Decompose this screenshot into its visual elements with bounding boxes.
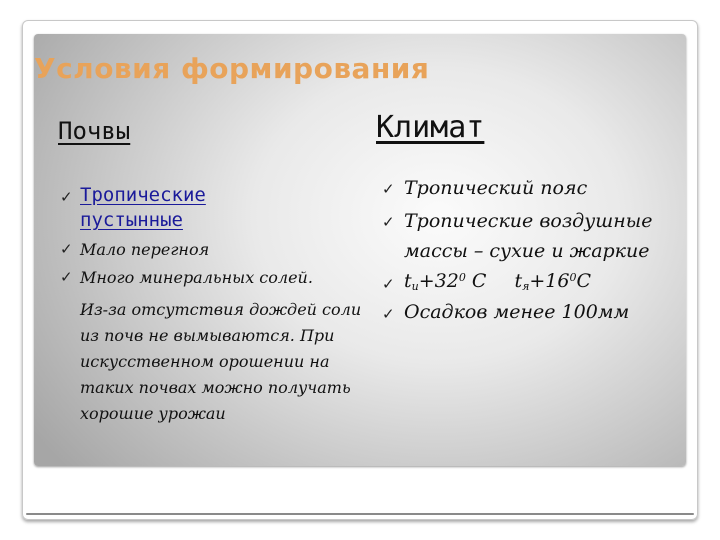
- climate-item-airmasses: Тропические воздушные: [404, 210, 653, 232]
- climate-item-belt: Тропический пояс: [404, 177, 588, 199]
- check-icon: ✓: [382, 275, 395, 293]
- check-icon: ✓: [382, 305, 395, 323]
- check-icon: ✓: [60, 268, 73, 286]
- soil-type: [80, 183, 206, 233]
- bottom-rule: [26, 513, 694, 515]
- climate-temperatures: [404, 270, 591, 293]
- soil-item-humus: Мало перегноя: [80, 240, 210, 259]
- climate-item-airmasses-cont: массы – сухие и жаркие: [404, 240, 650, 262]
- climate-heading: Климат: [376, 110, 485, 145]
- jan-temp: $tя+16^0С$: [514, 270, 592, 293]
- note-line: таких почвах можно получать: [80, 378, 351, 397]
- soil-type-line2: пустынные: [80, 209, 183, 231]
- note-line: Из-за отсутствия дождей соли: [80, 300, 362, 319]
- soil-type-line1: Тропические: [80, 184, 206, 206]
- climate-item-precip: Осадков менее 100мм: [404, 301, 630, 323]
- soil-item-salts: Много минеральных солей.: [80, 268, 313, 287]
- check-icon: ✓: [60, 240, 73, 258]
- note-line: из почв не вымываются. При: [80, 326, 335, 345]
- soils-heading: Почвы: [58, 117, 131, 145]
- check-icon: ✓: [60, 188, 73, 206]
- note-line: хорошие урожаи: [80, 404, 226, 423]
- note-line: искусственном орошении на: [80, 352, 330, 371]
- check-icon: ✓: [382, 213, 395, 231]
- slide-title: Условия формирования: [34, 52, 430, 85]
- check-icon: ✓: [382, 180, 395, 198]
- soil-note: [80, 297, 362, 427]
- july-temp: $tи+32^0$ С: [404, 270, 487, 293]
